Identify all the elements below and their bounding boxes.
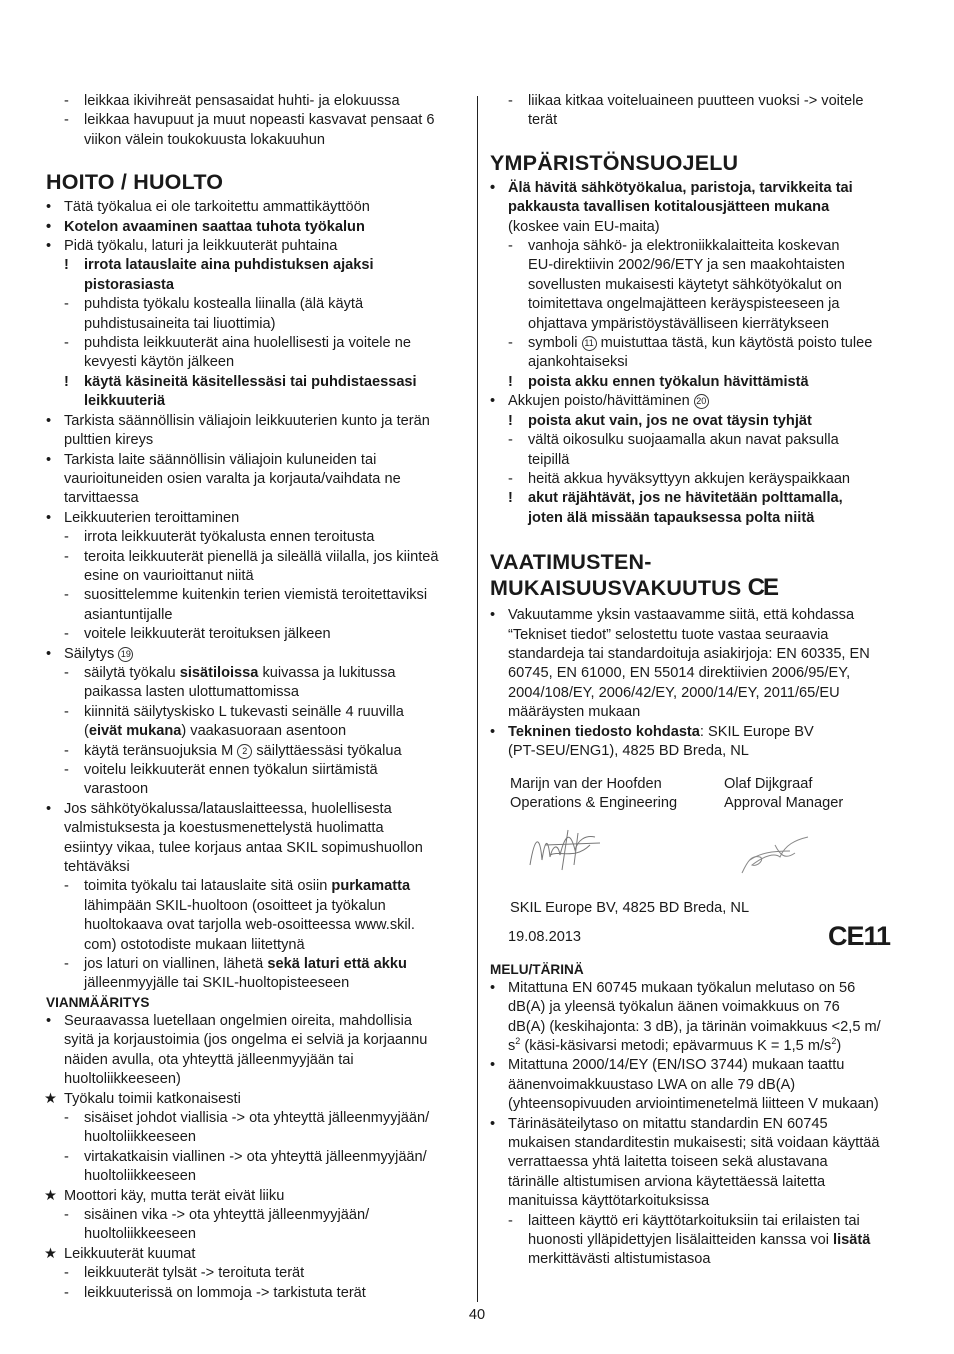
list-item: tärinälle altistumisen arviona käytettäessä laitetta — [508, 1173, 826, 1190]
list-item: • Tarkista laite säännöllisin väliajoin kuluneiden tai — [46, 451, 377, 468]
column-divider — [477, 96, 478, 1302]
bin-symbol-icon: 11 — [582, 336, 597, 351]
list-item: tehtäväksi — [64, 859, 130, 876]
list-item: vaurioituneiden osien varalta ja korjauta/vaihdata ne — [64, 470, 401, 487]
list-item: kevyesti käytön jälkeen — [84, 354, 235, 371]
list-item: - puhdista leikkuuterät aina huolellisesti ja voitele ne — [64, 335, 411, 352]
list-item: • Mitattuna EN 60745 mukaan työkalun melutaso on 56 — [490, 979, 856, 996]
list-item: dB(A) (keskihajonta: 3 dB), ja tärinän voimakkuus <2,5 m/ — [508, 1018, 881, 1035]
list-item: (koskee vain EU-maita) — [508, 218, 660, 235]
list-item: - kiinnitä säilytyskisko L tukevasti seinälle 4 ruuvilla — [64, 703, 404, 720]
ce-year-mark-icon: CE11 — [828, 920, 891, 951]
signature-1 — [530, 830, 600, 870]
list-item: • Kotelon avaaminen saattaa tuhota työkalun — [46, 218, 365, 235]
warning-item: pistorasiasta — [84, 276, 175, 293]
list-item: - toimita työkalu tai latauslaite sitä osiin purkamatta — [64, 878, 411, 895]
blade-guard-symbol-icon: 2 — [237, 744, 252, 759]
list-item: $s^2$ (käsi-käsivarsi metodi; epävarmuus K = 1,5 $m/s^2$) — [508, 1036, 842, 1054]
list-item: - jos laturi on viallinen, lähetä sekä laturi että akku — [64, 956, 407, 973]
list-item: standardeja tai standardoituja asiakirjoja: EN 60335, EN — [508, 645, 870, 662]
list-item: • Pidä työkalu, laturi ja leikkuuterät puhtaina — [46, 238, 338, 255]
list-item: 2004/108/EY, 2006/42/EY, 2000/14/EY, 2011/65/EU — [508, 684, 840, 701]
page-number: 40 — [468, 1307, 486, 1323]
warning-item: ! poista akut vain, jos ne ovat täysin tyhjät — [508, 412, 812, 429]
list-item: - virtakatkaisin viallinen -> ota yhteyttä jälleenmyyjään/ — [64, 1148, 427, 1165]
signer-role-1: Operations & Engineering — [510, 795, 678, 812]
list-item: ★ Leikkuuterät kuumat — [46, 1245, 466, 1264]
list-item: (PT-SEU/ENG1), 4825 BD Breda, NL — [508, 742, 749, 759]
section-heading-vianmaaritys: VIANMÄÄRITYS — [46, 994, 150, 1010]
declaration-date: 19.08.2013 — [508, 928, 582, 945]
list-item: - leikkuuterissä on lommoja -> tarkistuta terät — [64, 1284, 366, 1301]
list-item: - heitä akkua hyväksyttyyn akkujen keräyspaikkaan — [508, 470, 851, 487]
list-item: - säilytä työkalu sisätiloissa kuivassa ja lukitussa — [64, 664, 396, 681]
warning-item: ! irrota latauslaite aina puhdistuksen ajaksi — [64, 257, 374, 274]
list-item: esine on vaurioittanut niitä — [84, 567, 254, 584]
list-item: 60745, EN 61000, EN 55014 direktiivien 2006/95/EY, — [508, 665, 851, 682]
list-item: - teroita leikkuuterät pienellä ja sileällä viilalla, jos kiinteä — [64, 548, 439, 565]
list-item: sovellusten mukaisesti käytetyt sähkötyökalut on — [528, 276, 842, 293]
list-item: varastoon — [84, 781, 149, 798]
list-item: (eivät mukana) vaakasuoraan asentoon — [84, 723, 347, 740]
list-item: valmistuksesta ja koestusmenettelystä huolimatta — [64, 820, 384, 837]
list-item: verrattaessa yhtä laitetta toiseen sekä alustavana — [508, 1154, 828, 1171]
list-item: merkittävästi altistumistasoa — [528, 1251, 711, 1268]
list-item: • Älä hävitä sähkötyökalua, paristoja, tarvikkeita tai — [490, 179, 853, 196]
list-item: äänenvoimakkuustaso LWA on alle 79 dB(A) — [508, 1076, 796, 1093]
list-item: huoltokaava ovat tarjolla web-osoitteessa www.skil. — [84, 917, 415, 934]
list-item: - vältä oikosulku suojaamalla akun navat paksulla — [508, 432, 839, 449]
list-item: mukaisen standarditestin mukaisesti; sitä voidaan käyttää — [508, 1135, 880, 1152]
list-item: ★ Työkalu toimii katkonaisesti — [46, 1090, 466, 1109]
signer-name-1: Marijn van der Hoofden — [510, 776, 662, 793]
list-item: pakkausta tavallisen kotitalousjätteen mukana — [508, 199, 830, 216]
list-item: • Leikkuuterien teroittaminen — [46, 509, 240, 526]
list-item: • Akkujen poisto/hävittäminen 20 — [490, 392, 914, 411]
company-address: SKIL Europe BV, 4825 BD Breda, NL — [510, 900, 750, 917]
right-column — [490, 92, 914, 1270]
list-item: määräysten mukaan — [508, 704, 641, 721]
left-column — [46, 92, 466, 1303]
star-icon: ★ — [44, 1187, 58, 1204]
list-item: • Säilytys 19 — [46, 645, 466, 664]
list-item: - vanhoja sähkö- ja elektroniikkalaitteita koskevan — [508, 238, 840, 255]
list-item: ★ Moottori käy, mutta terät eivät liiku — [46, 1187, 466, 1206]
list-item: paikassa lasten ulottumattomissa — [84, 684, 299, 701]
list-item: • Mitattuna 2000/14/EY (EN/ISO 3744) mukaan taattu — [490, 1057, 845, 1074]
list-item: terät — [528, 112, 558, 129]
list-item: teipillä — [528, 451, 570, 468]
warning-item: leikkuuteriä — [84, 393, 166, 410]
list-item: (yhteensopivuuden arviointimenetelmä liitteen V mukaan) — [508, 1096, 879, 1113]
list-item: • Jos sähkötyökalussa/latauslaitteessa, huolellisesta — [46, 800, 392, 817]
section-heading-hoito: HOITO / HUOLTO — [46, 170, 224, 195]
list-item: EU-direktiivin 2002/96/ETY ja sen maakohtaisten — [528, 257, 845, 274]
star-icon: ★ — [44, 1090, 58, 1107]
signer-name-2: Olaf Dijkgraaf — [724, 776, 813, 793]
list-item: jälleenmyyjälle tai SKIL-huoltopisteeseen — [84, 975, 350, 992]
list-item: - liikaa kitkaa voiteluaineen puutteen vuoksi -> voitele — [508, 93, 864, 109]
list-item: • Tätä työkalua ei ole tarkoitettu ammattikäyttöön — [46, 199, 370, 216]
list-item: - leikkuuterät tylsät -> teroituta terät — [64, 1265, 305, 1282]
list-item: asiantuntijalle — [84, 606, 173, 623]
list-item: näiden avulla, ota yhteyttä jälleenmyyjään tai — [64, 1051, 354, 1068]
list-item: • Vakuutamme yksin vastaavamme siitä, että kohdassa — [490, 607, 855, 624]
list-item: tarvittaessa — [64, 490, 139, 507]
list-item: - leikkaa havupuut ja muut nopeasti kasvavat pensaat 6 — [64, 112, 435, 129]
list-item: - sisäinen vika -> ota yhteyttä jälleenmyyjään/ — [64, 1206, 370, 1223]
list-item: - leikkaa ikivihreät pensasaidat huhti- ja elokuussa — [64, 93, 400, 109]
section-heading-vaatimusten-2: MUKAISUUSVAKUUTUS CE — [490, 574, 777, 602]
signature-2 — [742, 837, 808, 873]
list-item: puhdistusaineita tai liuottimia) — [84, 315, 276, 332]
warning-item: joten älä missään tapauksessa polta niitä — [528, 509, 815, 526]
list-item: huoltoliikkeeseen) — [64, 1071, 181, 1088]
signatures — [490, 815, 914, 885]
list-item: syitä ja korjaustoimia (jos ongelma ei selviä ja korjaannu — [64, 1032, 428, 1049]
list-item: ohjattava ympäristöystävälliseen kierrätykseen — [528, 315, 829, 332]
battery-symbol-icon: 20 — [694, 394, 709, 409]
list-item: - suosittelemme kuitenkin terien viemistä teroitettaviksi — [64, 587, 428, 604]
list-item: • Tarkista säännöllisin väliajoin leikkuuterien kunto ja terän — [46, 412, 430, 429]
list-item: ajankohtaiseksi — [528, 354, 628, 371]
list-item: huonosti ylläpidettyjen lisälaitteiden kanssa voi lisätä — [528, 1232, 871, 1249]
date-row — [490, 919, 914, 953]
section-heading-vaatimusten: VAATIMUSTEN- — [490, 550, 652, 575]
list-item: • Seuraavassa luetellaan ongelmien oireita, mahdollisia — [46, 1012, 413, 1029]
list-item: • Tärinäsäteilytaso on mitattu standardin EN 60745 — [490, 1115, 828, 1132]
list-item: “Tekniset tiedot” selostettu tuote vastaa seuraavia — [508, 626, 829, 643]
list-item: lähimpään SKIL-huoltoon (osoitteet ja työkalun — [84, 897, 386, 914]
storage-symbol-icon: 19 — [118, 647, 133, 662]
section-heading-ymparisto: YMPÄRISTÖNSUOJELU — [490, 150, 739, 175]
star-icon: ★ — [44, 1245, 58, 1262]
list-item: com) ostotodiste mukaan liitettynä — [84, 936, 305, 953]
section-heading-melu: MELU/TÄRINÄ — [490, 961, 584, 977]
list-item: huoltoliikkeeseen — [84, 1226, 196, 1243]
list-item: - laitteen käyttö eri käyttötarkoituksiin tai erilaisten tai — [508, 1212, 860, 1229]
list-item: huoltoliikkeeseen — [84, 1168, 196, 1185]
list-item: - voitele leikkuuterät teroituksen jälkeen — [64, 626, 331, 643]
warning-item: ! akut räjähtävät, jos ne hävitetään polttamalla, — [508, 490, 843, 507]
list-item: - voitelu leikkuuterät ennen työkalun siirtämistä — [64, 762, 378, 778]
list-item: - irrota leikkuuterät työkalusta ennen teroitusta — [64, 529, 375, 546]
signature-images — [490, 815, 914, 885]
list-item: viikon välein toukokuusta lokakuuhun — [84, 131, 325, 148]
warning-item: ! käytä käsineitä käsitellessäsi tai puhdistaessasi — [64, 373, 417, 390]
list-item: • Tekninen tiedosto kohdasta: SKIL Europe BV — [490, 723, 814, 740]
list-item: pulttien kireys — [64, 432, 154, 449]
list-item: dB(A) ja yleensä työkalun äänen voimakkuus on 76 — [508, 999, 840, 1016]
list-item: - käytä teränsuojuksia M 2 säilyttäessäsi työkalua — [64, 742, 402, 759]
list-item: huoltoliikkeeseen — [84, 1129, 196, 1146]
list-item: toimitettava ongelmajätteen keräyspisteeseen ja — [528, 296, 840, 313]
signers — [490, 775, 914, 815]
list-item: - sisäiset johdot viallisia -> ota yhteyttä jälleenmyyjään/ — [64, 1109, 430, 1126]
list-item: - puhdista työkalu kostealla liinalla (älä käytä — [64, 296, 364, 313]
list-item: esiintyy vikaa, tulee korjaus antaa SKIL sopimushuollon — [64, 839, 423, 856]
list-item: manituissa käyttötarkoituksissa — [508, 1193, 710, 1210]
warning-item: ! poista akku ennen työkalun hävittämistä — [508, 373, 809, 390]
signer-role-2: Approval Manager — [724, 795, 844, 812]
list-item: - symboli 11 muistuttaa tästä, kun käytöstä poisto tulee — [508, 335, 873, 352]
ce-mark-icon: CE — [747, 574, 777, 602]
